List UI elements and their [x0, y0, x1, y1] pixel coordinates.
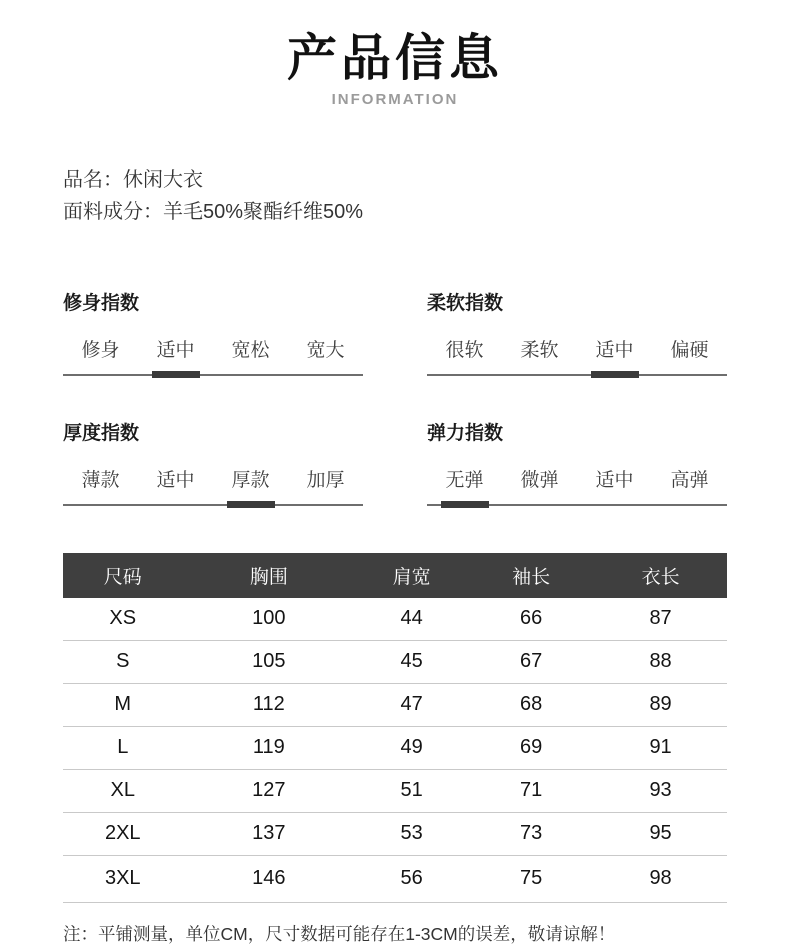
column-header-sleeve: 袖长 [512, 566, 551, 588]
cell-length: 88 [649, 650, 672, 672]
table-row-xs [63, 598, 727, 641]
thickness-index-title: 厚度指数 [63, 422, 140, 444]
table-row-xl [63, 770, 727, 813]
cell-bust: 137 [252, 822, 286, 844]
stretch-index-selected-marker [441, 501, 489, 508]
cell-length: 98 [649, 867, 672, 889]
cell-size: XL [110, 779, 135, 801]
stretch-option-1: 无弹 [445, 469, 484, 491]
softness-option-3: 适中 [595, 339, 634, 361]
cell-length: 93 [649, 779, 672, 801]
table-row-s [63, 641, 727, 684]
cell-shoulder: 51 [400, 779, 423, 801]
fit-index-options [63, 335, 363, 362]
cell-sleeve: 73 [519, 822, 543, 844]
cell-shoulder: 56 [400, 867, 423, 889]
thickness-option-2: 适中 [156, 469, 195, 491]
stretch-option-3: 适中 [595, 469, 634, 491]
softness-index-scale-line [427, 374, 727, 376]
cell-size: 3XL [104, 867, 141, 889]
cell-shoulder: 44 [400, 607, 423, 629]
stretch-index-block [427, 418, 727, 506]
thickness-option-4: 加厚 [306, 469, 345, 491]
fit-option-4: 宽大 [306, 339, 345, 361]
thickness-index-selected-marker [227, 501, 275, 508]
cell-bust: 119 [252, 736, 285, 758]
thickness-option-3: 厚款 [231, 469, 270, 491]
thickness-option-1: 薄款 [81, 469, 120, 491]
stretch-index-options [427, 465, 727, 492]
cell-shoulder: 47 [400, 693, 423, 715]
table-row-2xl [63, 813, 727, 856]
fit-option-1: 修身 [81, 339, 120, 361]
cell-sleeve: 66 [519, 607, 543, 629]
fit-index-block [63, 288, 363, 376]
fit-option-3: 宽松 [231, 339, 270, 361]
thickness-index-block [63, 418, 363, 506]
size-table [63, 553, 727, 903]
cell-shoulder: 53 [400, 822, 423, 844]
cell-sleeve: 68 [519, 693, 543, 715]
fit-option-2: 适中 [156, 339, 195, 361]
cell-length: 89 [649, 693, 672, 715]
cell-bust: 146 [252, 867, 286, 889]
cell-size: 2XL [104, 822, 141, 844]
softness-index-options [427, 335, 727, 362]
cell-sleeve: 67 [519, 650, 543, 672]
cell-bust: 105 [252, 650, 286, 672]
table-row-3xl [63, 856, 727, 903]
cell-shoulder: 45 [400, 650, 423, 672]
product-details [63, 164, 727, 228]
table-row-l [63, 727, 727, 770]
fit-index-scale-line [63, 374, 363, 376]
size-table-header-row [63, 553, 727, 598]
stretch-index-title: 弹力指数 [427, 422, 504, 444]
fit-index-selected-marker [152, 371, 200, 378]
cell-bust: 112 [252, 693, 285, 715]
page-subtitle: INFORMATION [331, 90, 459, 108]
index-grid [63, 288, 727, 506]
column-header-length: 衣长 [641, 566, 680, 588]
cell-sleeve: 75 [519, 867, 543, 889]
stretch-option-2: 微弹 [520, 469, 559, 491]
cell-length: 91 [649, 736, 672, 758]
softness-option-1: 很软 [445, 339, 484, 361]
softness-index-selected-marker [591, 371, 639, 378]
fabric-composition-line: 面料成分：羊毛50%聚酯纤维50% [63, 200, 364, 223]
page-title: 产品信息 [287, 30, 503, 86]
cell-bust: 100 [252, 607, 286, 629]
softness-index-title: 柔软指数 [427, 292, 504, 314]
thickness-index-scale-line [63, 504, 363, 506]
column-header-size: 尺码 [103, 566, 142, 588]
softness-option-4: 偏硬 [670, 339, 709, 361]
page-header [0, 0, 790, 108]
product-name-line: 品名：休闲大衣 [63, 168, 203, 191]
measurement-note: 注：平铺测量，单位CM，尺寸数据可能存在1-3CM的误差，敬请谅解！ [63, 923, 616, 944]
cell-shoulder: 49 [400, 736, 423, 758]
cell-sleeve: 69 [519, 736, 543, 758]
table-row-m [63, 684, 727, 727]
cell-size: L [117, 736, 129, 758]
stretch-index-scale-line [427, 504, 727, 506]
cell-size: XS [109, 607, 137, 629]
cell-bust: 127 [252, 779, 286, 801]
cell-sleeve: 71 [519, 779, 543, 801]
softness-index-block [427, 288, 727, 376]
cell-length: 95 [649, 822, 672, 844]
softness-option-2: 柔软 [520, 339, 559, 361]
cell-length: 87 [649, 607, 672, 629]
fit-index-title: 修身指数 [63, 292, 140, 314]
thickness-index-options [63, 465, 363, 492]
cell-size: M [114, 693, 132, 715]
column-header-bust: 胸围 [249, 566, 288, 588]
cell-size: S [116, 650, 130, 672]
column-header-shoulder: 肩宽 [392, 566, 431, 588]
stretch-option-4: 高弹 [670, 469, 709, 491]
